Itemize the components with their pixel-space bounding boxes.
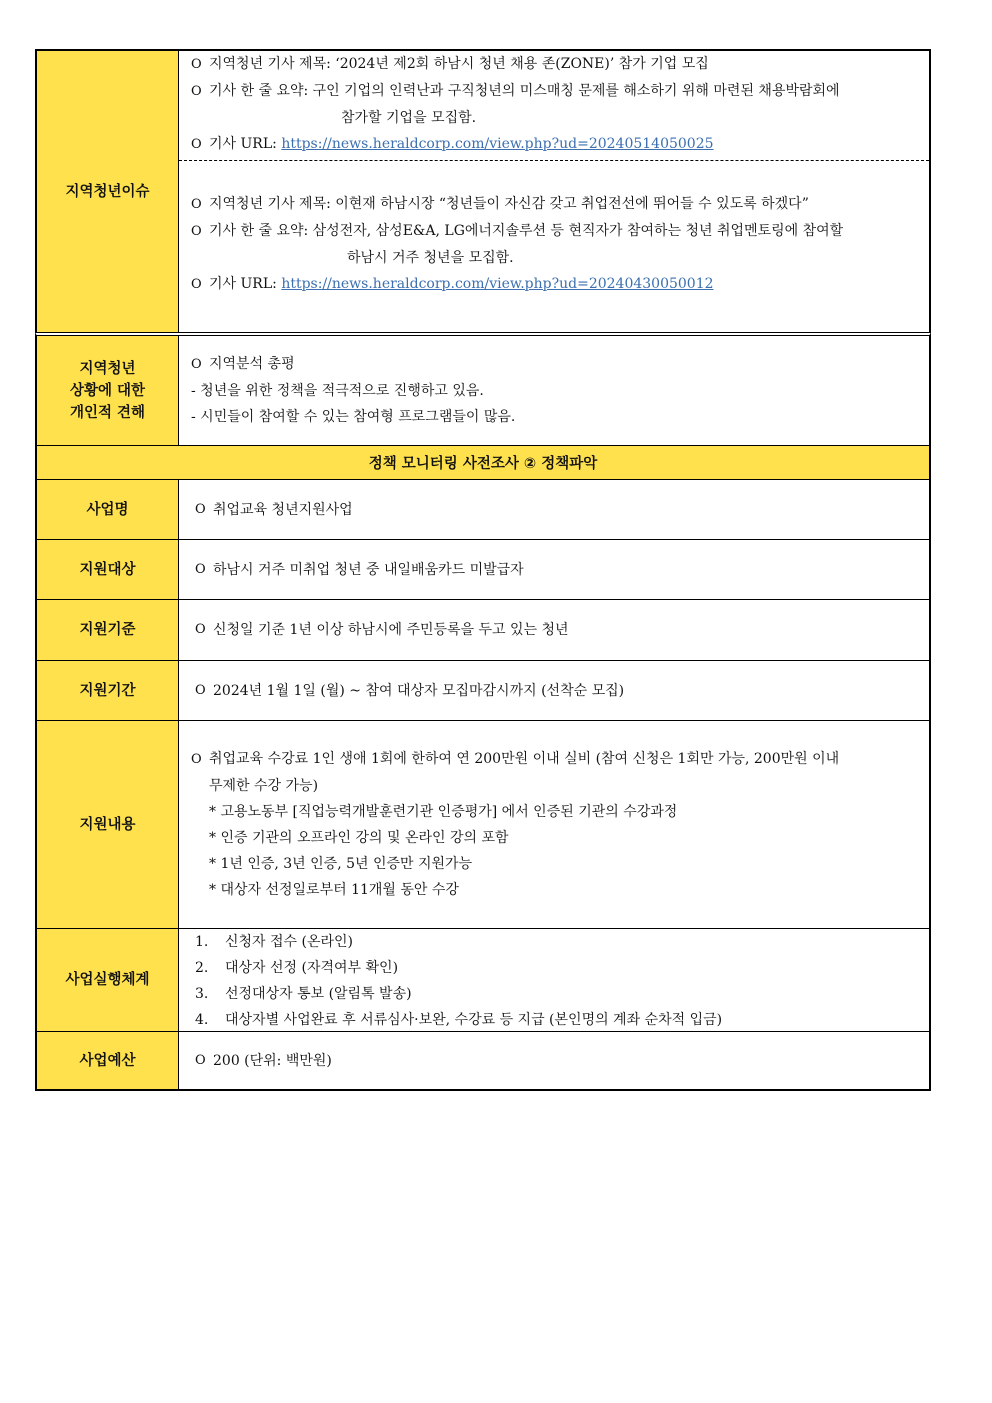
process-step (195, 929, 921, 955)
article1-title-text: 지역청년 기사 제목: ‘2024년 제2회 하남시 청년 채용 존(ZONE)’ 참가 기업 모집 (209, 56, 709, 72)
bullet-icon: O (195, 622, 206, 637)
name-value: 취업교육 청년지원사업 (213, 501, 353, 518)
budget-label: 사업예산 (37, 1032, 179, 1089)
article1-url-line (191, 131, 921, 158)
details-row (35, 720, 931, 928)
bullet-icon: O (191, 277, 202, 292)
opinion-label (37, 336, 179, 445)
details-content (179, 721, 929, 928)
bullet-icon: O (191, 137, 202, 152)
process-content (179, 929, 929, 1031)
article2-summary-text: 기사 한 줄 요약: 삼성전자, 삼성E&A, LG에너지솔루션 등 현직자가 참여하는 청년 취업멘토링에 참여할 (209, 223, 844, 239)
article1-title (191, 51, 921, 78)
opinion-point: - 청년을 위한 정책을 적극적으로 진행하고 있음. (191, 383, 484, 399)
details-main (191, 746, 921, 773)
issue-content (179, 51, 929, 332)
details-main-cont: 무제한 수강 가능) (209, 778, 319, 794)
article2-title-text: 지역청년 기사 제목: 이현재 하남시장 “청년들이 자신감 갖고 취업전선에 뛰어들 수 있도록 하겠다” (209, 196, 809, 212)
name-content (179, 480, 929, 539)
bullet-icon: O (191, 84, 202, 99)
policy-sheet (35, 49, 931, 1091)
bullet-icon: O (195, 501, 206, 517)
opinion-heading-text: 지역분석 총평 (209, 356, 295, 372)
opinion-content (179, 336, 929, 445)
bullet-icon: O (191, 357, 202, 372)
opinion-label-line: 개인적 견해 (69, 404, 146, 421)
article2-summary (191, 218, 921, 245)
opinion-row (35, 332, 931, 445)
criteria-row (35, 599, 931, 660)
step-number: 1. (195, 934, 209, 950)
opinion-label-line: 지역청년 (79, 360, 136, 377)
opinion-point: - 시민들이 참여할 수 있는 참여형 프로그램들이 많음. (191, 409, 516, 425)
bullet-icon: O (195, 561, 206, 577)
article1-summary-cont: 참가할 기업을 모집함. (341, 110, 477, 126)
article2-url-link[interactable]: https://news.heraldcorp.com/view.php?ud=20240430050012 (281, 276, 714, 292)
bullet-icon: O (191, 197, 202, 212)
criteria-label: 지원기준 (37, 600, 179, 660)
opinion-label-line: 상황에 대한 (69, 382, 146, 399)
step-number: 2. (195, 960, 209, 976)
step-text: 대상자별 사업완료 후 서류심사·보완, 수강료 등 지급 (본인명의 계좌 순차적 입금) (225, 1012, 723, 1028)
section-banner: 정책 모니터링 사전조사 ② 정책파악 (35, 445, 931, 479)
details-label: 지원내용 (37, 721, 179, 928)
criteria-content (179, 600, 929, 660)
bullet-icon: O (195, 682, 206, 698)
name-label: 사업명 (37, 480, 179, 539)
article1-summary-text: 기사 한 줄 요약: 구인 기업의 인력난과 구직청년의 미스매칭 문제를 해소하기 위해 마련된 채용박람회에 (209, 83, 840, 99)
period-label: 지원기간 (37, 661, 179, 720)
details-note: * 1년 인증, 3년 인증, 5년 인증만 지원가능 (209, 856, 473, 872)
budget-row (35, 1031, 931, 1091)
process-step (195, 981, 921, 1007)
process-step (195, 955, 921, 981)
opinion-heading (191, 351, 921, 378)
period-content (179, 661, 929, 720)
article2-title (191, 191, 921, 218)
step-text: 선정대상자 통보 (알림톡 발송) (225, 986, 412, 1002)
details-note: * 인증 기관의 오프라인 강의 및 온라인 강의 포함 (209, 830, 509, 846)
issue-row (35, 49, 931, 332)
target-content (179, 540, 929, 599)
step-number: 4. (195, 1012, 209, 1028)
step-text: 대상자 선정 (자격여부 확인) (225, 960, 399, 976)
bullet-icon: O (191, 57, 202, 72)
budget-content (179, 1032, 929, 1089)
article1-url-label: 기사 URL: (209, 136, 282, 152)
period-row (35, 660, 931, 720)
criteria-value: 신청일 기준 1년 이상 하남시에 주민등록을 두고 있는 청년 (213, 622, 569, 638)
step-number: 3. (195, 986, 209, 1002)
article1-summary (191, 78, 921, 105)
issue-label: 지역청년이슈 (37, 51, 179, 332)
budget-value: 200 (단위: 백만원) (213, 1052, 332, 1069)
article2-url-line (191, 271, 921, 298)
bullet-icon: O (191, 224, 202, 239)
name-row (35, 479, 931, 539)
article2-url-label: 기사 URL: (209, 276, 282, 292)
target-row (35, 539, 931, 599)
details-main-text: 취업교육 수강료 1인 생애 1회에 한하여 연 200만원 이내 실비 (참여 신청은 1회만 가능, 200만원 이내 (209, 751, 840, 767)
target-value: 하남시 거주 미취업 청년 중 내일배움카드 미발급자 (213, 561, 524, 578)
article2-summary-cont: 하남시 거주 청년을 모집함. (347, 250, 514, 266)
process-label: 사업실행체계 (37, 929, 179, 1031)
bullet-icon: O (191, 752, 202, 767)
bullet-icon: O (195, 1052, 206, 1068)
article1-url-link[interactable]: https://news.heraldcorp.com/view.php?ud=20240514050025 (281, 136, 714, 152)
details-note: * 고용노동부 [직업능력개발훈련기관 인증평가] 에서 인증된 기관의 수강과정 (209, 804, 678, 820)
process-step (195, 1007, 921, 1033)
process-row (35, 928, 931, 1031)
period-value: 2024년 1월 1일 (월) ~ 참여 대상자 모집마감시까지 (선착순 모집) (213, 682, 625, 699)
target-label: 지원대상 (37, 540, 179, 599)
step-text: 신청자 접수 (온라인) (225, 934, 354, 950)
details-note: * 대상자 선정일로부터 11개월 동안 수강 (209, 882, 459, 898)
